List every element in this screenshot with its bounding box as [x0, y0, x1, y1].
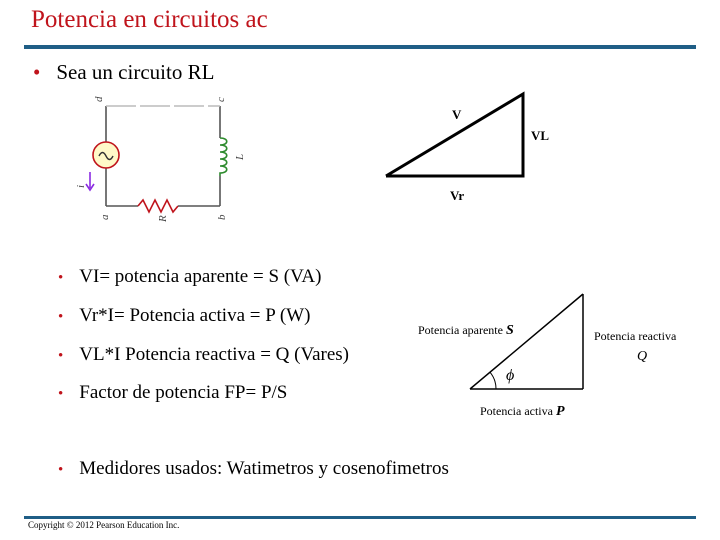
bullet-text: Factor de potencia FP= P/S	[79, 382, 288, 403]
inductor-label: L	[234, 153, 246, 160]
title-underline	[24, 45, 696, 49]
voltage-triangle-diagram	[380, 86, 580, 206]
voltage-vertical-label: VL	[531, 128, 550, 143]
slide-title: Potencia en circuitos ac	[31, 6, 268, 33]
apparent-power-text: Potencia aparente	[418, 323, 503, 337]
node-b-label: b	[216, 214, 228, 220]
bullet-text: Vr*I= Potencia activa = P (W)	[79, 305, 311, 326]
node-d-label: d	[93, 96, 105, 102]
bullet-marker: •	[58, 309, 64, 325]
bullet-marker: •	[58, 270, 64, 286]
main-bullet-text: Sea un circuito RL	[56, 60, 215, 84]
bullet-text: VL*I Potencia reactiva = Q (Vares)	[79, 344, 350, 365]
resistor-label: R	[157, 215, 169, 222]
bullet-item	[58, 458, 449, 480]
inductor-icon	[220, 138, 227, 176]
copyright-footer: Copyright © 2012 Pearson Education Inc.	[28, 520, 180, 530]
bullet-item	[58, 382, 287, 404]
reactive-power-symbol: Q	[637, 349, 648, 364]
bullet-marker: •	[33, 60, 41, 84]
rl-circuit-diagram	[75, 88, 253, 228]
bullet-item	[58, 305, 310, 327]
bullet-marker: •	[58, 348, 64, 364]
current-label: i	[75, 184, 87, 188]
bullet-text: Medidores usados: Watimetros y cosenofimetros	[79, 458, 449, 479]
bullet-marker: •	[58, 462, 64, 478]
bullet-item	[58, 344, 349, 366]
bullet-text: VI= potencia aparente = S (VA)	[79, 266, 322, 287]
active-power-text: Potencia activa	[480, 404, 553, 418]
bullet-item	[58, 266, 321, 288]
angle-symbol: ϕ	[506, 367, 515, 384]
active-power-symbol: P	[555, 404, 565, 419]
voltage-hyp-label: V	[452, 107, 462, 122]
bullet-marker: •	[58, 386, 64, 402]
footer-divider	[24, 516, 696, 519]
main-bullet	[33, 60, 214, 85]
apparent-power-label	[418, 323, 514, 338]
power-triangle-diagram	[410, 288, 710, 428]
node-c-label: c	[215, 97, 227, 102]
node-a-label: a	[99, 214, 111, 220]
reactive-power-text: Potencia reactiva	[594, 329, 677, 343]
apparent-power-symbol: S	[505, 323, 514, 338]
active-power-label	[480, 404, 565, 419]
voltage-base-label: Vr	[450, 188, 465, 203]
